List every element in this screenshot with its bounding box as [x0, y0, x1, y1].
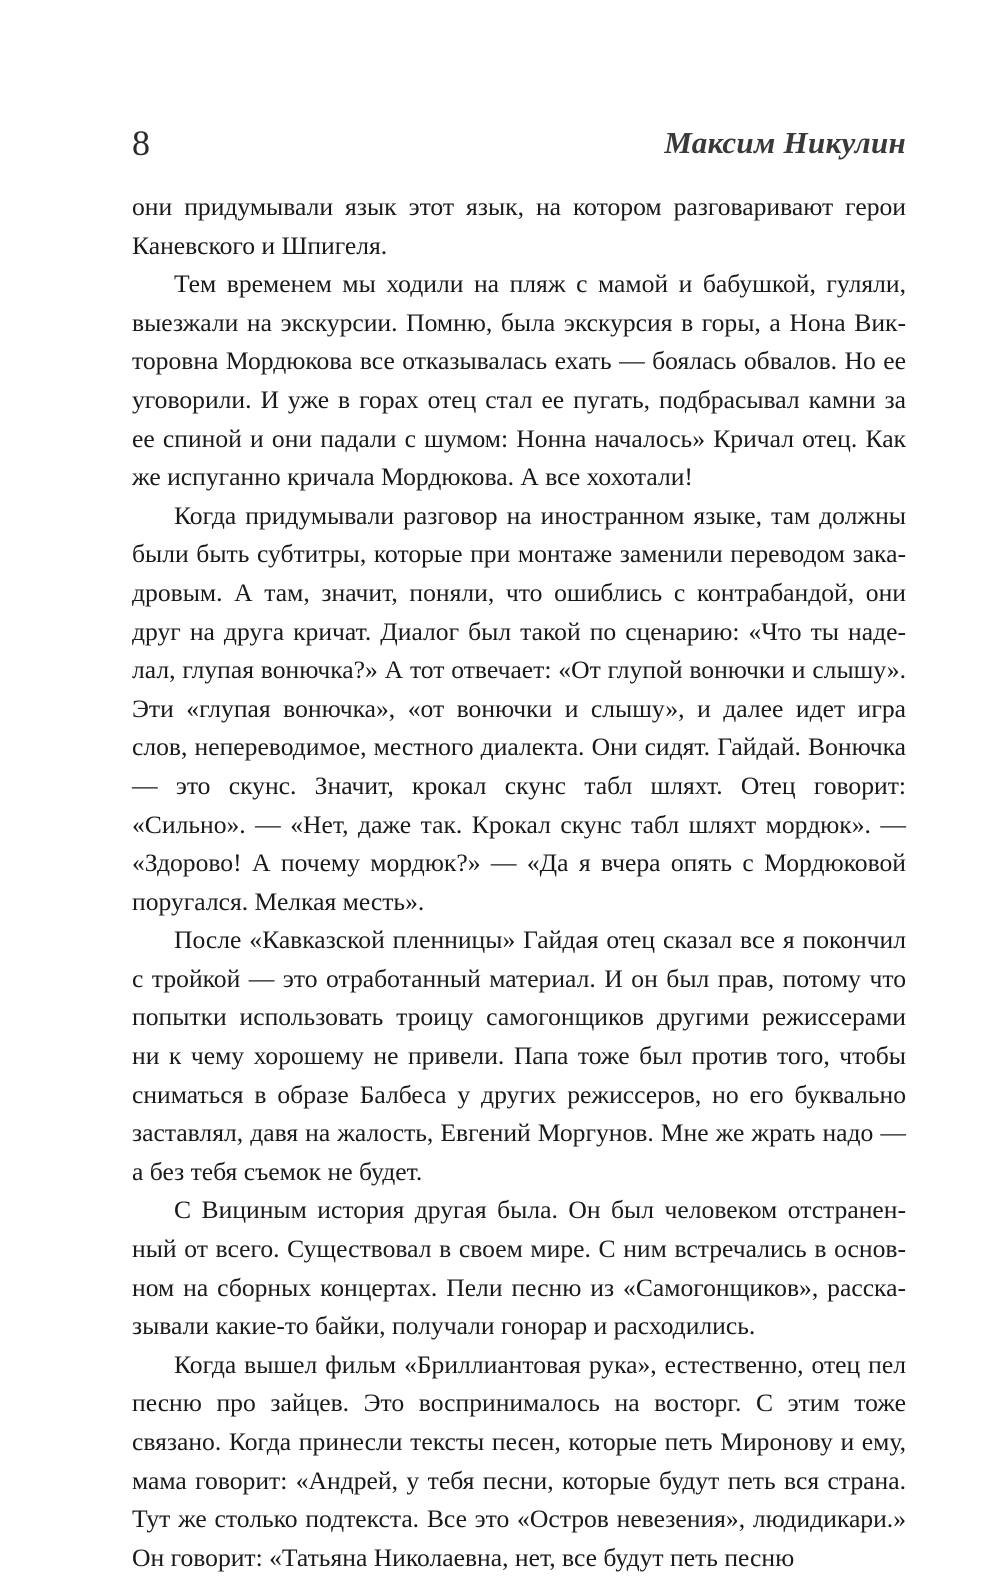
paragraph-1: они придумывали язык этот язык, на котором разговаривают герои Каневского и Шпигеля. [132, 192, 906, 260]
paragraph-2: Тем временем мы ходили на пляж с мамой и бабушкой, гуляли, выезжали на экскурсии. Помню, была экскурсия в горы, а Нона Викторовна Мордюкова все отказывалась ехать — боялась обвалов. Но ее уговорили. И уже в горах отец стал ее пугать, подбрасывал камни за ее спиной и они падали с шумом: Нонна началось» Кричал отец. Как же испуганно кричала Мордюкова. А все хохотали! [132, 269, 906, 492]
paragraph-4: После «Кавказской пленницы» Гайдая отец сказал все я покончил с тройкой — это отработанный материал. И он был прав, потому что попытки использовать троицу самогонщиков другими режиссерами ни к чему хорошему не привели. Папа тоже был против того, чтобы сниматься в образе Балбеса у других режиссеров, но его буквально заставлял, давя на жалость, Евгений Моргунов. Мне же жрать надо — а без тебя съемок не будет. [132, 925, 906, 1186]
paragraph-6: Когда вышел фильм «Бриллиантовая рука», естественно, отец пел песню про зайцев. Это воспринималось на восторг. С этим тоже связано. Когда принесли тексты песен, которые петь Миронову и ему, мама говорит: «Андрей, у тебя песни, которые будут петь вся страна. Тут же столько подтекста. Все это «Остров невезения», людидикари.» Он говорит: «Татьяна Николаевна, нет, все будут петь песню [132, 1349, 906, 1572]
running-head-author: Максим Никулин [664, 125, 906, 160]
paragraph-5: С Вициным история другая была. Он был человеком отстраненный от всего. Существовал в своем мире. С ним встречались в основном на сборных концертах. Пели песню из «Самогонщиков», рассказывали какие-то байки, получали гонорар и расходились. [132, 1195, 906, 1341]
page-number: 8 [132, 123, 150, 163]
body-text [132, 188, 906, 1577]
page-header [132, 118, 906, 168]
paragraph-3: Когда придумывали разговор на иностранном языке, там должны были быть субтитры, которые при монтаже заменили переводом закадровым. А там, значит, поняли, что ошиблись с контрабандой, они друг на друга кричат. Диалог был такой по сценарию: «Что ты наделал, глупая вонючка?» А тот отвечает: «От глупой вонючки и слышу». Эти «глупая вонючка», «от вонючки и слышу», и далее идет игра слов, непереводимое, местного диалекта. Они сидят. Гайдай. Вонючка — это скунс. Значит, крокал скунс табл шляхт. Отец говорит: «Сильно». — «Нет, даже так. Крокал скунс табл шляхт мордюк». — «Здорово! А почему мордюк?» — «Да я вчера опять с Мордюковой поругался. Мелкая месть». [132, 500, 906, 916]
